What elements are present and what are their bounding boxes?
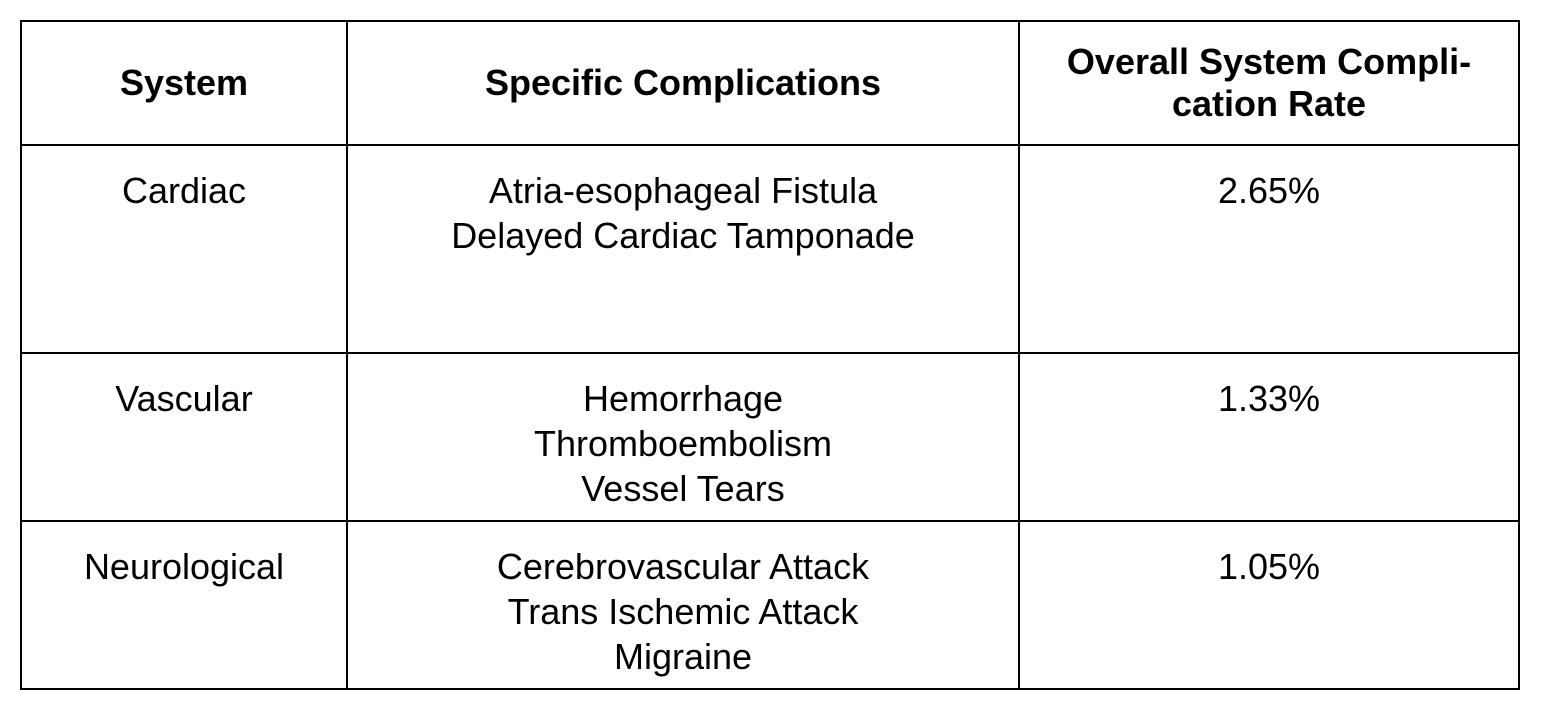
header-rate-label-line1: Overall System Compli- (1066, 41, 1472, 82)
cell-rate (1019, 353, 1519, 521)
table-row-vascular (21, 353, 1519, 521)
complication-rate: 2.65% (1217, 170, 1321, 211)
cell-complications (347, 353, 1019, 521)
header-rate-label-line2: cation Rate (1171, 83, 1367, 124)
complications-table (20, 20, 1520, 690)
complication-item: Delayed Cardiac Tamponade (451, 215, 915, 256)
complication-item: Migraine (613, 636, 753, 677)
header-overall-rate (1019, 21, 1519, 145)
complication-rate: 1.33% (1217, 378, 1321, 419)
header-system-label: System (119, 62, 249, 103)
complication-item: Thromboembolism (533, 423, 833, 464)
table-body (21, 145, 1519, 689)
complication-item: Hemorrhage (582, 378, 784, 419)
complication-rate: 1.05% (1217, 546, 1321, 587)
cell-complications (347, 521, 1019, 689)
table-row-neurological (21, 521, 1519, 689)
complication-item: Cerebrovascular Attack (496, 546, 870, 587)
system-name: Cardiac (121, 170, 247, 211)
header-row (21, 21, 1519, 145)
cell-system (21, 521, 347, 689)
system-name: Neurological (83, 546, 285, 587)
table-row-cardiac (21, 145, 1519, 353)
header-specific-label: Specific Complications (484, 62, 882, 103)
complication-item: Vessel Tears (581, 468, 785, 509)
header-system (21, 21, 347, 145)
cell-complications (347, 145, 1019, 353)
header-specific-complications (347, 21, 1019, 145)
complication-item: Trans Ischemic Attack (507, 591, 859, 632)
system-name: Vascular (115, 378, 253, 419)
cell-system (21, 353, 347, 521)
cell-system (21, 145, 347, 353)
table-header (21, 21, 1519, 145)
cell-rate (1019, 521, 1519, 689)
cell-rate (1019, 145, 1519, 353)
complication-item: Atria-esophageal Fistula (488, 170, 878, 211)
